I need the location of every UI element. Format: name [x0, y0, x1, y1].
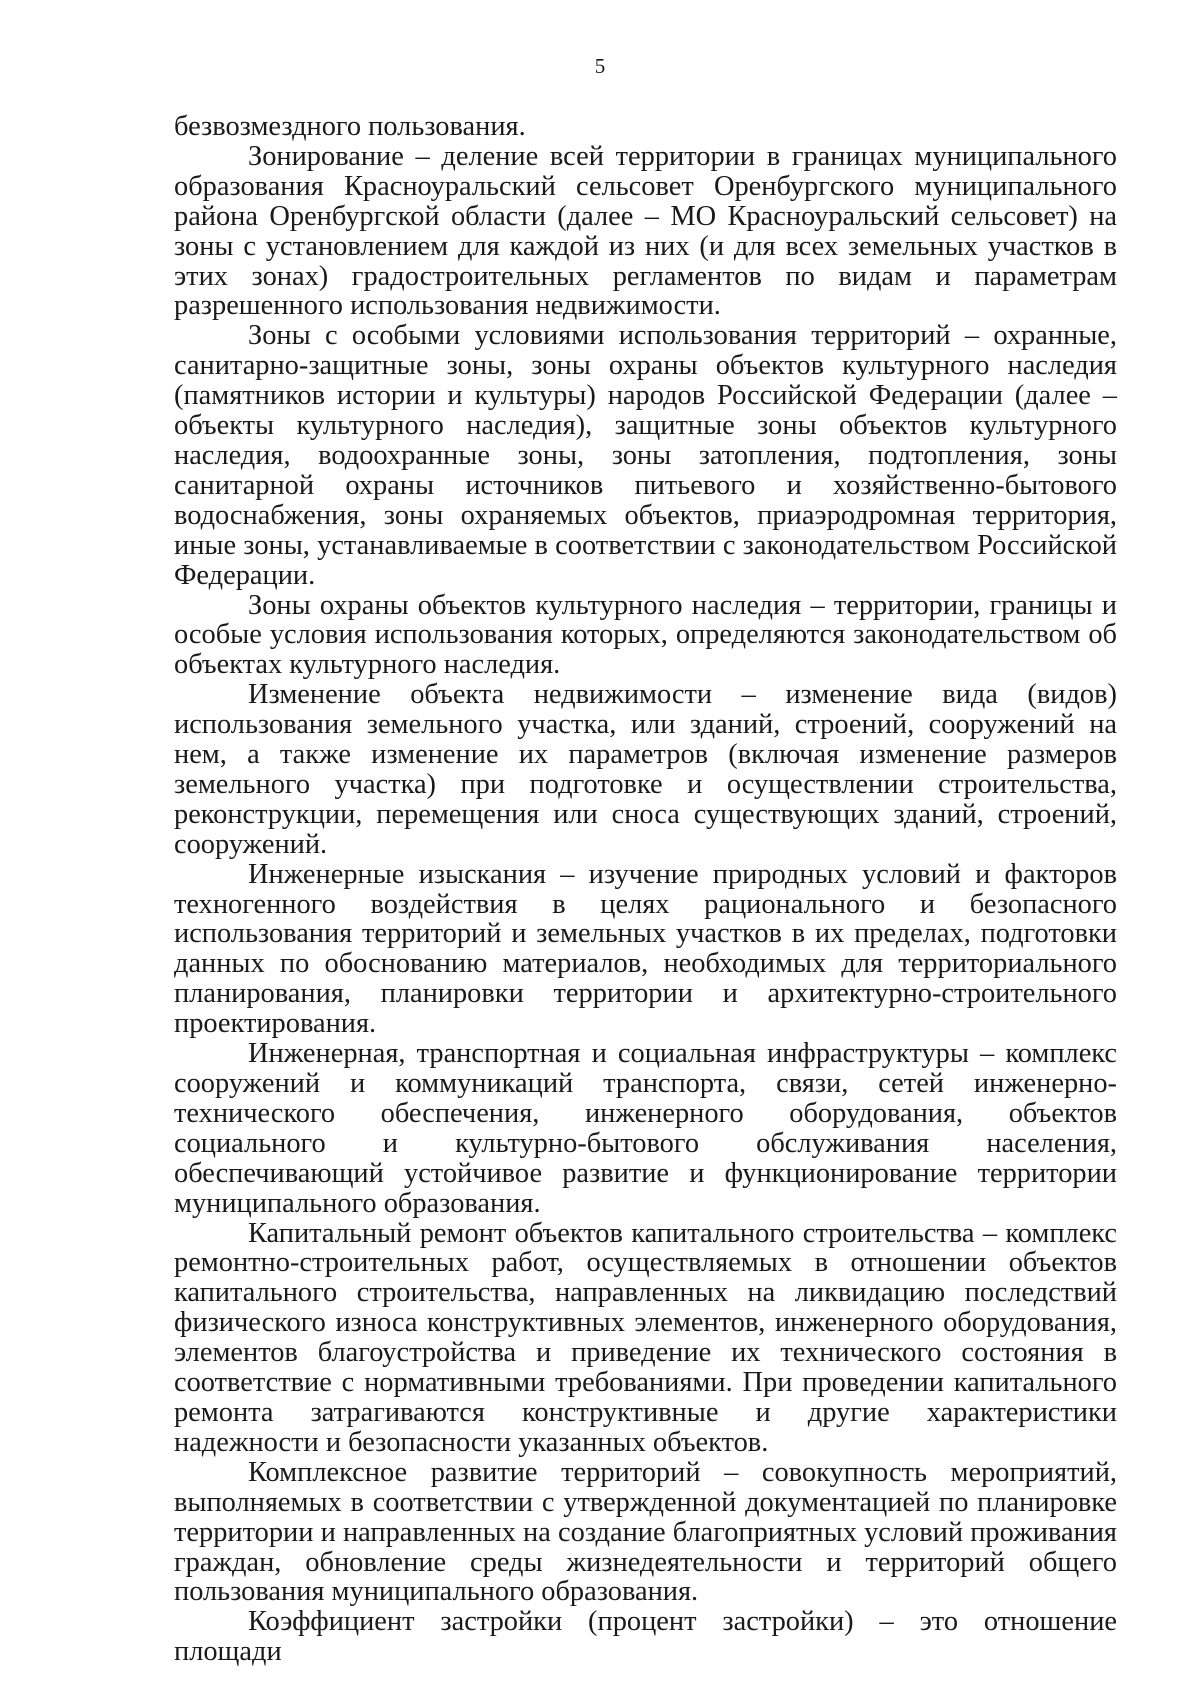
page-number: 5 — [594, 54, 606, 78]
definition-heritage-protection-zones: Зоны охраны объектов культурного наследия – территории, границы и особые условия использования которых, определяются законодательством об объектах культурного наследия. — [174, 589, 1117, 681]
definition-property-change: Изменение объекта недвижимости – изменение вида (видов) использования земельного участка, или зданий, строений, сооружений на нем, а также изменение их параметров (включая изменение размеров земельного участка) при подготовке и осуществлении строительства, реконструкции, перемещения или сноса существующих зданий, строений, сооружений. — [174, 679, 1117, 860]
definition-engineering-surveys: Инженерные изыскания – изучение природных условий и факторов техногенного воздействия в целях рационального и безопасного использования территорий и земельных участков в их пределах, подготовки данных по обоснованию материалов, необходимых для территориального планирования, планировки территории и архитектурно-строительного проектирования. — [174, 858, 1117, 1040]
definition-infrastructure: Инженерная, транспортная и социальная инфраструктуры – комплекс сооружений и коммуникаций транспорта, связи, сетей инженерно-технического обеспечения, инженерного оборудования, объектов социального и культурно-бытового обслуживания населения, обеспечивающий устойчивое развитие и функционирование территории муниципального образования. — [174, 1038, 1117, 1219]
definition-zoning: Зонирование – деление всей территории в границах муниципального образования Красноуральский сельсовет Оренбургского муниципального района Оренбургской области (далее – МО Красноуральский сельсовет) на зоны с установлением для каждой из них (и для всех земельных участков в этих зонах) градостроительных регламентов по видам и параметрам разрешенного использования недвижимости. — [174, 140, 1117, 322]
paragraph-continuation: безвозмездного пользования. — [174, 111, 526, 142]
document-body — [174, 112, 1117, 1667]
definition-building-coefficient: Коэффициент застройки (процент застройки) – это отношение площади — [174, 1606, 1117, 1668]
definition-capital-repair: Капитальный ремонт объектов капитального строительства – комплекс ремонтно-строительных работ, осуществляемых в отношении объектов капитального строительства, направленных на ликвидацию последствий физического износа конструктивных элементов, инженерного оборудования, элементов благоустройства и приведение их технического состояния в соответствие с нормативными требованиями. При проведении капитального ремонта затрагиваются конструктивные и другие характеристики надежности и безопасности указанных объектов. — [174, 1217, 1117, 1458]
definition-special-zones: Зоны с особыми условиями использования территорий – охранные, санитарно-защитные зоны, зоны охраны объектов культурного наследия (памятников истории и культуры) народов Российской Федерации (далее – объекты культурного наследия), защитные зоны объектов культурного наследия, водоохранные зоны, зоны затопления, подтопления, зоны санитарной охраны источников питьевого и хозяйственно-бытового водоснабжения, зоны охраняемых объектов, приаэродромная территория, иные зоны, устанавливаемые в соответствии с законодательством Российской Федерации. — [174, 320, 1117, 591]
definition-complex-development: Комплексное развитие территорий – совокупность мероприятий, выполняемых в соответствии с утвержденной документацией по планировке территории и направленных на создание благоприятных условий проживания граждан, обновление среды жизнедеятельности и территорий общего пользования муниципального образования. — [174, 1456, 1117, 1608]
